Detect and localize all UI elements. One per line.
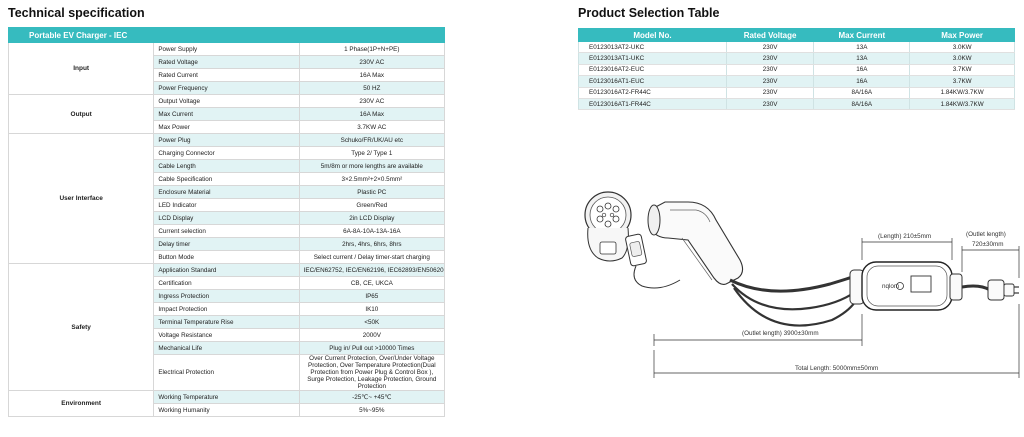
spec-param-value: -25℃~ +45℃: [299, 391, 444, 404]
col-model: Model No.: [579, 28, 727, 42]
spec-param-value: 1 Phase(1P+N+PE): [299, 43, 444, 56]
product-current: 13A: [814, 42, 910, 53]
charger-diagram: [570, 180, 1020, 385]
product-power: 3.0KW: [910, 53, 1015, 64]
product-current: 16A: [814, 64, 910, 75]
spec-param-name: Cable Length: [154, 160, 299, 173]
outlet-length-label: (Outlet length) 3900±30mm: [742, 330, 819, 337]
col-current: Max Current: [814, 28, 910, 42]
product-power: 1.84KW/3.7KW: [910, 98, 1015, 109]
spec-param-name: LCD Display: [154, 212, 299, 225]
spec-header-row: [9, 28, 445, 43]
spec-param-name: Button Mode: [154, 251, 299, 264]
spec-param-value: 230V AC: [299, 95, 444, 108]
spec-param-value: 230V AC: [299, 56, 444, 69]
power-plug-icon: [988, 280, 1019, 300]
spec-param-value: 2000V: [299, 329, 444, 342]
spec-param-name: Working Humanity: [154, 404, 299, 417]
product-row: [579, 76, 1015, 87]
product-row: [579, 87, 1015, 98]
spec-param-value: IEC/EN62752, IEC/EN62196, IEC62893/EN50620: [299, 264, 444, 277]
spec-param-value: 50 HZ: [299, 82, 444, 95]
product-voltage: 230V: [726, 53, 813, 64]
spec-param-value: 5m/8m or more lengths are available: [299, 160, 444, 173]
spec-param-name: LED Indicator: [154, 199, 299, 212]
product-header-row: [579, 28, 1015, 42]
product-power: 3.7KW: [910, 64, 1015, 75]
outlet-label: (Outlet length): [966, 231, 1006, 238]
dust-cap-icon: [625, 234, 680, 288]
product-model: E0123016AT1-FR44C: [579, 98, 727, 109]
product-voltage: 230V: [726, 64, 813, 75]
spec-param-name: Current selection: [154, 225, 299, 238]
spec-row: [9, 43, 445, 56]
product-voltage: 230V: [726, 76, 813, 87]
spec-param-name: Working Temperature: [154, 391, 299, 404]
spec-param-value: 5%~95%: [299, 404, 444, 417]
spec-param-value: 3.7KW AC: [299, 121, 444, 134]
total-length-label: Total Length: 5000mm±50mm: [795, 365, 879, 372]
spec-group-label: User Interface: [9, 134, 154, 264]
spec-group-label: Input: [9, 43, 154, 95]
col-power: Max Power: [910, 28, 1015, 42]
product-table: [578, 28, 1015, 110]
product-voltage: 230V: [726, 42, 813, 53]
spec-row: [9, 391, 445, 404]
length-label: (Length) 210±5mm: [878, 233, 932, 240]
spec-param-name: Power Supply: [154, 43, 299, 56]
spec-header: Portable EV Charger - IEC: [9, 28, 445, 43]
outlet-value: 720±30mm: [972, 241, 1004, 248]
spec-param-value: IP65: [299, 290, 444, 303]
product-model: E0123016AT2-FR44C: [579, 87, 727, 98]
spec-param-value: 16A Max: [299, 69, 444, 82]
spec-row: [9, 264, 445, 277]
spec-param-value: 16A Max: [299, 108, 444, 121]
product-current: 13A: [814, 53, 910, 64]
spec-group-label: Output: [9, 95, 154, 134]
spec-param-name: Delay timer: [154, 238, 299, 251]
spec-param-name: Max Power: [154, 121, 299, 134]
spec-param-name: Charging Connector: [154, 147, 299, 160]
spec-param-value: Over Current Protection, Over/Under Voltage Protection, Over Temperature Protection(Dual Protection from Power Plug & Control Box ), Surge Protection, Leakage Protection, Ground Protection: [299, 355, 444, 391]
control-box-logo: nqlom: [882, 283, 900, 290]
product-heading: Product Selection Table: [578, 6, 720, 20]
spec-param-value: 3×2.5mm²+2×0.5mm²: [299, 173, 444, 186]
product-power: 1.84KW/3.7KW: [910, 87, 1015, 98]
product-voltage: 230V: [726, 87, 813, 98]
spec-param-value: IK10: [299, 303, 444, 316]
product-power: 3.0KW: [910, 42, 1015, 53]
product-current: 8A/16A: [814, 98, 910, 109]
spec-param-value: Plastic PC: [299, 186, 444, 199]
spec-param-value: Schuko/FR/UK/AU etc: [299, 134, 444, 147]
connector-face-icon: [585, 192, 631, 261]
spec-param-name: Cable Specification: [154, 173, 299, 186]
spec-group-label: Environment: [9, 391, 154, 417]
product-model: E0123016AT2-EUC: [579, 64, 727, 75]
spec-param-value: Plug in/ Pull out >10000 Times: [299, 342, 444, 355]
product-model: E0123016AT1-EUC: [579, 76, 727, 87]
spec-param-name: Max Current: [154, 108, 299, 121]
spec-row: [9, 95, 445, 108]
product-row: [579, 64, 1015, 75]
charging-gun-icon: [648, 202, 743, 284]
product-table-body: [579, 42, 1015, 110]
product-voltage: 230V: [726, 98, 813, 109]
spec-param-value: 2in LCD Display: [299, 212, 444, 225]
product-row: [579, 98, 1015, 109]
control-box-icon: [850, 262, 962, 310]
spec-param-name: Voltage Resistance: [154, 329, 299, 342]
spec-param-value: Select current / Delay timer-start charging: [299, 251, 444, 264]
spec-param-value: <50K: [299, 316, 444, 329]
spec-table-body: [9, 28, 445, 417]
spec-param-name: Enclosure Material: [154, 186, 299, 199]
spec-param-value: 2hrs, 4hrs, 6hrs, 8hrs: [299, 238, 444, 251]
spec-param-name: Mechanical Life: [154, 342, 299, 355]
spec-param-name: Rated Voltage: [154, 56, 299, 69]
spec-param-name: Ingress Protection: [154, 290, 299, 303]
spec-param-value: Type 2/ Type 1: [299, 147, 444, 160]
spec-param-name: Rated Current: [154, 69, 299, 82]
spec-param-name: Power Plug: [154, 134, 299, 147]
product-current: 16A: [814, 76, 910, 87]
spec-param-name: Output Voltage: [154, 95, 299, 108]
spec-param-name: Power Frequency: [154, 82, 299, 95]
product-model: E0123013AT2-UKC: [579, 42, 727, 53]
spec-param-name: Certification: [154, 277, 299, 290]
product-row: [579, 53, 1015, 64]
spec-param-value: CB, CE, UKCA: [299, 277, 444, 290]
spec-param-value: Green/Red: [299, 199, 444, 212]
spec-table: [8, 27, 445, 417]
product-current: 8A/16A: [814, 87, 910, 98]
spec-param-name: Application Standard: [154, 264, 299, 277]
col-voltage: Rated Voltage: [726, 28, 813, 42]
spec-param-name: Electrical Protection: [154, 355, 299, 391]
product-power: 3.7KW: [910, 76, 1015, 87]
spec-param-value: 6A-8A-10A-13A-16A: [299, 225, 444, 238]
spec-group-label: Safety: [9, 264, 154, 391]
product-row: [579, 42, 1015, 53]
spec-heading: Technical specification: [8, 6, 145, 20]
spec-param-name: Terminal Temperature Rise: [154, 316, 299, 329]
spec-param-name: Impact Protection: [154, 303, 299, 316]
product-model: E0123013AT1-UKC: [579, 53, 727, 64]
spec-row: [9, 134, 445, 147]
